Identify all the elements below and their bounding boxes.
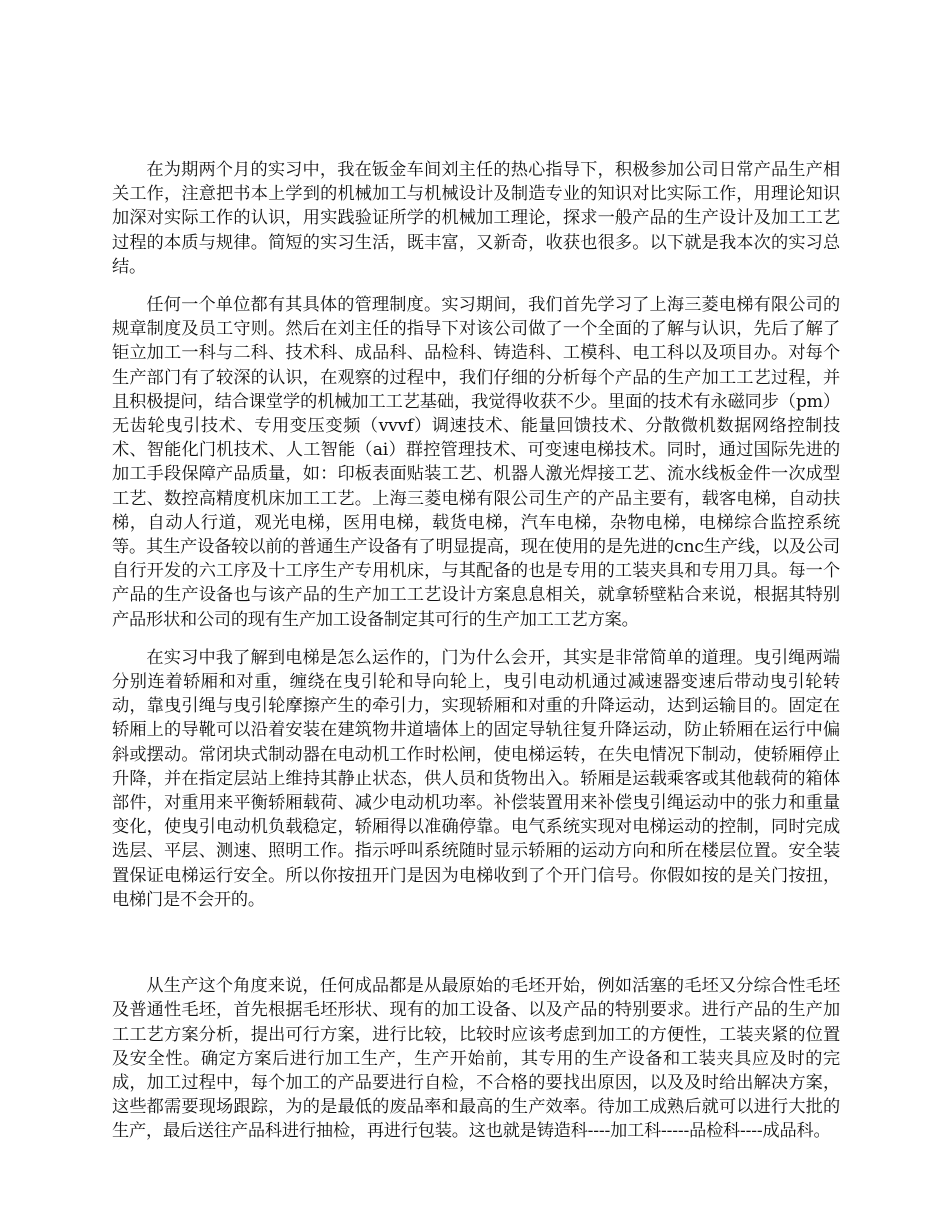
- paragraph-production-process: 从生产这个角度来说，任何成品都是从最原始的毛坯开始，例如活塞的毛坯又分综合性毛坯及普通性毛坯，首先根据毛坯形状、现有的加工设备、以及产品的特别要求。进行产品的生产加工工艺方案分析，提出可行方案，进行比较，比较时应该考虑到加工的方便性，工装夹紧的位置及安全性。确定方案后进行加工生产，生产开始前，其专用的生产设备和工装夹具应及时的完成，加工过程中，每个加工的产品要进行自检，不合格的要找出原因，以及及时给出解决方案，这些都需要现场跟踪，为的是最低的废品率和最高的生产效率。待加工成熟后就可以进行大批的生产，最后送往产品科进行抽检，再进行包装。这也就是铸造科----加工科-----品检科----成品科。: [112, 976, 840, 1142]
- document-body: [112, 158, 840, 1144]
- paragraph-company-overview: 任何一个单位都有其具体的管理制度。实习期间，我们首先学习了上海三菱电梯有限公司的规章制度及员工守则。然后在刘主任的指导下对该公司做了一个全面的了解与认识，先后了解了钜立加工一科与二科、技术科、成品科、品检科、铸造科、工模科、电工科以及项目办。对每个生产部门有了较深的认识，在观察的过程中，我们仔细的分析每个产品的生产加工工艺过程，并且积极提问，结合课堂学的机械加工工艺基础，我觉得收获不少。里面的技术有永磁同步（pm）无齿轮曳引技术、专用变压变频（vvvf）调速技术、能量回馈技术、分散微机数据网络控制技术、智能化门机技术、人工智能（ai）群控管理技术、可变速电梯技术。同时，通过国际先进的加工手段保障产品质量，如：印板表面贴装工艺、机器人激光焊接工艺、流水线板金件一次成型工艺、数控高精度机床加工工艺。上海三菱电梯有限公司生产的产品主要有，载客电梯，自动扶梯，自动人行道，观光电梯，医用电梯，载货电梯，汽车电梯，杂物电梯，电梯综合监控系统等。其生产设备较以前的普通生产设备有了明显提高，现在使用的是先进的cnc生产线，以及公司自行开发的六工序及十工序生产专用机床，与其配备的也是专用的工装夹具和专用刀具。每一个产品的生产设备也与该产品的生产加工工艺设计方案息息相关，就拿轿壁粘合来说，根据其特别产品形状和公司的现有生产加工设备制定其可行的生产加工工艺方案。: [112, 295, 840, 630]
- paragraph-elevator-operation: 在实习中我了解到电梯是怎么运作的，门为什么会开，其实是非常简单的道理。曳引绳两端分别连着轿厢和对重，缠绕在曳引轮和导向轮上，曳引电动机通过减速器变速后带动曳引轮转动，靠曳引绳与曳引轮摩擦产生的牵引力，实现轿厢和对重的升降运动，达到运输目的。固定在轿厢上的导靴可以沿着安装在建筑物井道墙体上的固定导轨往复升降运动，防止轿厢在运行中偏斜或摆动。常闭块式制动器在电动机工作时松闸，使电梯运转，在失电情况下制动，使轿厢停止升降，并在指定层站上维持其静止状态，供人员和货物出入。轿厢是运载乘客或其他载荷的箱体部件，对重用来平衡轿厢载荷、减少电动机功率。补偿装置用来补偿曳引绳运动中的张力和重量变化，使曳引电动机负载稳定，轿厢得以准确停靠。电气系统实现对电梯运动的控制，同时完成选层、平层、测速、照明工作。指示呼叫系统随时显示轿厢的运动方向和所在楼层位置。安全装置保证电梯运行安全。所以你按扭开门是因为电梯收到了个开门信号。你假如按的是关门按扭，电梯门是不会开的。: [112, 647, 840, 910]
- paragraph-intro: 在为期两个月的实习中，我在钣金车间刘主任的热心指导下，积极参加公司日常产品生产相关工作，注意把书本上学到的机械加工与机械设计及制造专业的知识对比实际工作，用理论知识加深对实际工作的认识，用实践验证所学的机械加工理论，探求一般产品的生产设计及加工工艺过程的本质与规律。简短的实习生活，既丰富，又新奇，收获也很多。以下就是我本次的实习总结。: [112, 160, 840, 277]
